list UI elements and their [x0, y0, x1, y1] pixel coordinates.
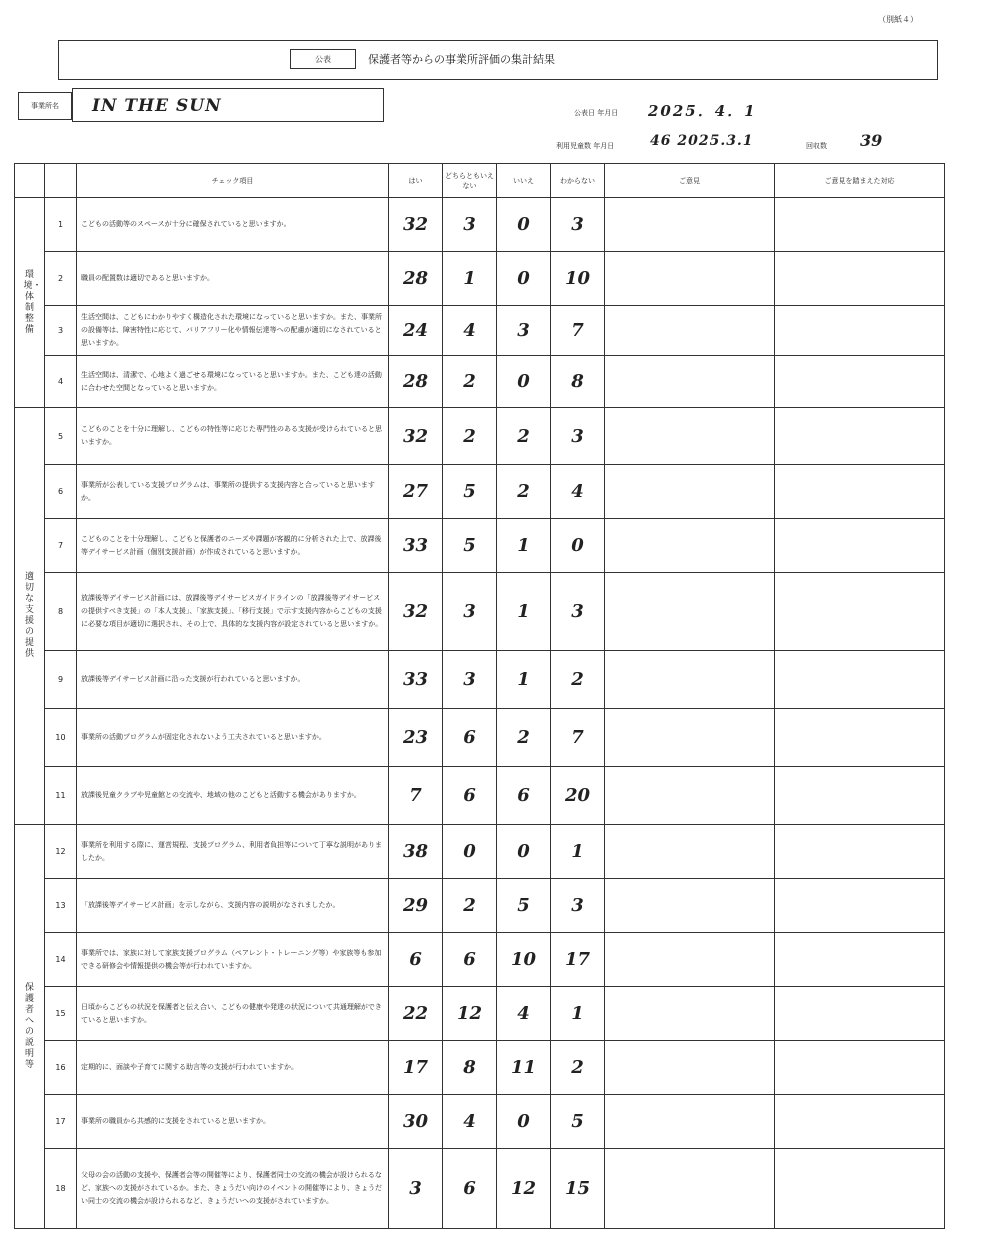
- question-number: 3: [45, 306, 77, 356]
- count-unknown: 3: [551, 879, 605, 933]
- response-cell: [775, 573, 945, 651]
- question-number: 2: [45, 252, 77, 306]
- count-neither: 5: [443, 519, 497, 573]
- response-cell: [775, 1041, 945, 1095]
- question-text: 事業所を利用する際に、運営規程、支援プログラム、利用者負担等について丁寧な説明がありましたか。: [77, 825, 389, 879]
- count-yes: 32: [389, 573, 443, 651]
- response-cell: [775, 651, 945, 709]
- count-no: 0: [497, 1095, 551, 1149]
- question-text: こどものことを十分に理解し、こどもの特性等に応じた専門性のある支援が受けられていると思いますか。: [77, 408, 389, 465]
- response-cell: [775, 767, 945, 825]
- comments-cell: [605, 933, 775, 987]
- question-text: 放課後等デイサービス計画には、放課後等デイサービスガイドラインの「放課後等デイサービスの提供すべき支援」の「本人支援」、「家族支援」、「移行支援」で示す支援内容からこどもの支援に必要な項目が適切に選択され、その上で、具体的な支援内容が設定されていると思いますか。: [77, 573, 389, 651]
- question-number: 17: [45, 1095, 77, 1149]
- count-no: 5: [497, 879, 551, 933]
- question-text: 事業所の職員から共感的に支援をされていると思いますか。: [77, 1095, 389, 1149]
- appendix-note: （別紙４）: [878, 15, 918, 24]
- facility-name: IN THE SUN: [92, 96, 222, 116]
- table-row: [15, 306, 945, 356]
- count-neither: 1: [443, 252, 497, 306]
- count-yes: 17: [389, 1041, 443, 1095]
- header-response: ご意見を踏まえた対応: [775, 164, 945, 198]
- count-yes: 23: [389, 709, 443, 767]
- comments-cell: [605, 1149, 775, 1229]
- table-row: [15, 879, 945, 933]
- category-cell: [15, 408, 45, 825]
- count-unknown: 17: [551, 933, 605, 987]
- users-count: 46 2025.3.1: [650, 133, 754, 149]
- count-no: 1: [497, 651, 551, 709]
- comments-cell: [605, 573, 775, 651]
- count-neither: 3: [443, 198, 497, 252]
- table-row: [15, 519, 945, 573]
- publish-date: 2025．4．1: [648, 102, 757, 120]
- question-text: 職員の配置数は適切であると思いますか。: [77, 252, 389, 306]
- category-label: 環境・体制整備: [23, 269, 42, 335]
- table-row: [15, 573, 945, 651]
- count-unknown: 4: [551, 465, 605, 519]
- count-no: 6: [497, 767, 551, 825]
- count-no: 10: [497, 933, 551, 987]
- question-text: 事業所では、家族に対して家族支援プログラム（ペアレント・トレーニング等）や家族等も参加できる研修会や情報提供の機会等が行われていますか。: [77, 933, 389, 987]
- count-no: 3: [497, 306, 551, 356]
- count-unknown: 5: [551, 1095, 605, 1149]
- count-no: 0: [497, 356, 551, 408]
- header-neither: どちらともいえない: [443, 164, 497, 198]
- count-yes: 29: [389, 879, 443, 933]
- question-text: 「放課後等デイサービス計画」を示しながら、支援内容の説明がなされましたか。: [77, 879, 389, 933]
- count-neither: 3: [443, 651, 497, 709]
- count-yes: 32: [389, 408, 443, 465]
- header-check-item: チェック項目: [77, 164, 389, 198]
- response-cell: [775, 987, 945, 1041]
- table-row: [15, 709, 945, 767]
- response-cell: [775, 356, 945, 408]
- count-unknown: 15: [551, 1149, 605, 1229]
- count-unknown: 3: [551, 408, 605, 465]
- question-number: 10: [45, 709, 77, 767]
- comments-cell: [605, 651, 775, 709]
- question-text: 生活空間は、清潔で、心地よく過ごせる環境になっていると思いますか。また、こども達の活動に合わせた空間となっていると思いますか。: [77, 356, 389, 408]
- comments-cell: [605, 198, 775, 252]
- table-row: [15, 1149, 945, 1229]
- table-row: [15, 408, 945, 465]
- question-text: 定期的に、面談や子育てに関する助言等の支援が行われていますか。: [77, 1041, 389, 1095]
- question-text: こどもの活動等のスペースが十分に確保されていると思いますか。: [77, 198, 389, 252]
- count-no: 11: [497, 1041, 551, 1095]
- question-text: 事業所が公表している支援プログラムは、事業所の提供する支援内容と合っていると思いますか。: [77, 465, 389, 519]
- count-yes: 24: [389, 306, 443, 356]
- count-no: 0: [497, 825, 551, 879]
- question-number: 1: [45, 198, 77, 252]
- count-unknown: 3: [551, 198, 605, 252]
- question-text: 日頃からこどもの状況を保護者と伝え合い、こどもの健康や発達の状況について共通理解ができていると思いますか。: [77, 987, 389, 1041]
- table-body: [15, 198, 945, 1229]
- question-text: 放課後等デイサービス計画に沿った支援が行われていると思いますか。: [77, 651, 389, 709]
- comments-cell: [605, 306, 775, 356]
- count-no: 2: [497, 465, 551, 519]
- count-yes: 33: [389, 519, 443, 573]
- response-cell: [775, 879, 945, 933]
- question-number: 8: [45, 573, 77, 651]
- comments-cell: [605, 767, 775, 825]
- question-number: 5: [45, 408, 77, 465]
- count-unknown: 10: [551, 252, 605, 306]
- comments-cell: [605, 408, 775, 465]
- users-count-label: 利用児童数 年月日: [556, 142, 615, 150]
- table-row: [15, 651, 945, 709]
- comments-cell: [605, 879, 775, 933]
- question-number: 12: [45, 825, 77, 879]
- count-unknown: 8: [551, 356, 605, 408]
- facility-label: 事業所名: [18, 92, 72, 120]
- response-cell: [775, 198, 945, 252]
- count-yes: 28: [389, 356, 443, 408]
- count-yes: 27: [389, 465, 443, 519]
- count-no: 0: [497, 198, 551, 252]
- count-neither: 2: [443, 356, 497, 408]
- comments-cell: [605, 356, 775, 408]
- question-number: 4: [45, 356, 77, 408]
- count-no: 0: [497, 252, 551, 306]
- count-no: 4: [497, 987, 551, 1041]
- count-unknown: 1: [551, 825, 605, 879]
- comments-cell: [605, 519, 775, 573]
- count-neither: 2: [443, 408, 497, 465]
- count-yes: 7: [389, 767, 443, 825]
- table-row: [15, 1041, 945, 1095]
- question-number: 13: [45, 879, 77, 933]
- table-row: [15, 356, 945, 408]
- count-neither: 4: [443, 1095, 497, 1149]
- publish-date-label: 公表日 年月日: [574, 109, 619, 117]
- count-no: 12: [497, 1149, 551, 1229]
- table-row: [15, 825, 945, 879]
- response-cell: [775, 933, 945, 987]
- count-no: 1: [497, 519, 551, 573]
- header-category: [15, 164, 45, 198]
- question-number: 15: [45, 987, 77, 1041]
- comments-cell: [605, 1041, 775, 1095]
- response-cell: [775, 519, 945, 573]
- header-no: いいえ: [497, 164, 551, 198]
- responses-label: 回収数: [806, 142, 827, 150]
- table-row: [15, 933, 945, 987]
- header-comments: ご意見: [605, 164, 775, 198]
- question-text: 父母の会の活動の支援や、保護者会等の開催等により、保護者同士の交流の機会が設けられるなど、家族への支援がされているか。また、きょうだい向けのイベントの開催等により、きょうだい同士の交流の機会が設けられるなど、きょうだいへの支援がされていますか。: [77, 1149, 389, 1229]
- count-yes: 30: [389, 1095, 443, 1149]
- question-text: 放課後児童クラブや児童館との交流や、地域の他のこどもと活動する機会がありますか。: [77, 767, 389, 825]
- survey-table: [14, 163, 945, 1229]
- question-text: こどものことを十分理解し、こどもと保護者のニーズや課題が客観的に分析された上で、放課後等デイサービス計画（個別支援計画）が作成されていると思いますか。: [77, 519, 389, 573]
- question-number: 9: [45, 651, 77, 709]
- comments-cell: [605, 1095, 775, 1149]
- count-yes: 33: [389, 651, 443, 709]
- count-unknown: 2: [551, 1041, 605, 1095]
- response-cell: [775, 252, 945, 306]
- question-number: 7: [45, 519, 77, 573]
- count-neither: 6: [443, 767, 497, 825]
- count-unknown: 2: [551, 651, 605, 709]
- question-number: 11: [45, 767, 77, 825]
- count-unknown: 7: [551, 306, 605, 356]
- table-row: [15, 987, 945, 1041]
- question-number: 16: [45, 1041, 77, 1095]
- count-yes: 22: [389, 987, 443, 1041]
- document-title: 保護者等からの事業所評価の集計結果: [368, 53, 555, 66]
- count-neither: 6: [443, 933, 497, 987]
- table-row: [15, 767, 945, 825]
- comments-cell: [605, 987, 775, 1041]
- count-neither: 4: [443, 306, 497, 356]
- public-tag: 公表: [290, 49, 356, 69]
- count-no: 2: [497, 709, 551, 767]
- response-cell: [775, 465, 945, 519]
- count-no: 2: [497, 408, 551, 465]
- header-yes: はい: [389, 164, 443, 198]
- comments-cell: [605, 825, 775, 879]
- count-neither: 6: [443, 1149, 497, 1229]
- response-cell: [775, 306, 945, 356]
- count-yes: 3: [389, 1149, 443, 1229]
- question-text: 生活空間は、こどもにわかりやすく構造化された環境になっていると思いますか。また、事業所の設備等は、障害特性に応じて、バリアフリー化や情報伝達等への配慮が適切になされていると思いますか。: [77, 306, 389, 356]
- responses-count: 39: [860, 131, 883, 150]
- response-cell: [775, 709, 945, 767]
- question-text: 事業所の活動プログラムが固定化されないよう工夫されていると思いますか。: [77, 709, 389, 767]
- count-yes: 6: [389, 933, 443, 987]
- category-label: 保護者への説明等: [24, 982, 34, 1070]
- count-no: 1: [497, 573, 551, 651]
- table-row: [15, 465, 945, 519]
- comments-cell: [605, 252, 775, 306]
- count-unknown: 1: [551, 987, 605, 1041]
- response-cell: [775, 825, 945, 879]
- count-neither: 6: [443, 709, 497, 767]
- comments-cell: [605, 709, 775, 767]
- table-row: [15, 1095, 945, 1149]
- count-unknown: 7: [551, 709, 605, 767]
- response-cell: [775, 1149, 945, 1229]
- count-yes: 32: [389, 198, 443, 252]
- count-neither: 3: [443, 573, 497, 651]
- count-unknown: 3: [551, 573, 605, 651]
- category-cell: [15, 198, 45, 408]
- question-number: 18: [45, 1149, 77, 1229]
- count-neither: 5: [443, 465, 497, 519]
- count-neither: 8: [443, 1041, 497, 1095]
- count-neither: 2: [443, 879, 497, 933]
- count-yes: 28: [389, 252, 443, 306]
- response-cell: [775, 1095, 945, 1149]
- table-row: [15, 252, 945, 306]
- count-neither: 12: [443, 987, 497, 1041]
- response-cell: [775, 408, 945, 465]
- header-number: [45, 164, 77, 198]
- count-unknown: 20: [551, 767, 605, 825]
- header-unknown: わからない: [551, 164, 605, 198]
- table-header-row: [15, 164, 945, 198]
- category-cell: [15, 825, 45, 1229]
- category-label: 適切な支援の提供: [24, 572, 34, 659]
- question-number: 14: [45, 933, 77, 987]
- count-unknown: 0: [551, 519, 605, 573]
- count-yes: 38: [389, 825, 443, 879]
- count-neither: 0: [443, 825, 497, 879]
- table-row: [15, 198, 945, 252]
- question-number: 6: [45, 465, 77, 519]
- comments-cell: [605, 465, 775, 519]
